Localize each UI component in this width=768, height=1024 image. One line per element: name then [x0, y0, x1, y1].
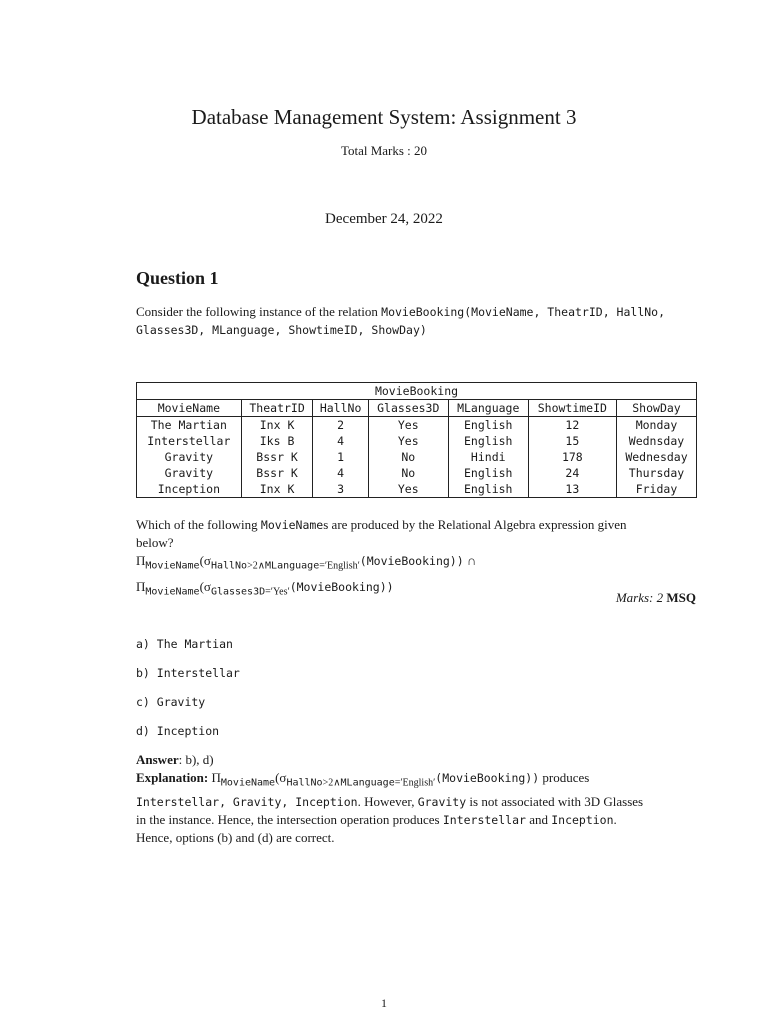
marks-label: Marks: — [615, 590, 654, 605]
sigma-symbol: σ — [203, 578, 211, 594]
table-cell: Gravity — [137, 465, 242, 481]
table-header-cell: HallNo — [313, 400, 368, 417]
option-a: a) The Martian — [136, 637, 233, 651]
condition-attr: HallNo — [286, 777, 323, 789]
condition-value: =′English′ — [394, 777, 436, 789]
total-marks: Total Marks : 20 — [340, 143, 428, 158]
table-cell: 4 — [313, 465, 368, 481]
table-row — [137, 449, 697, 465]
pi-symbol: Π — [136, 553, 146, 568]
table-cell: 4 — [313, 433, 368, 449]
table-cell: No — [368, 465, 448, 481]
table-cell: 15 — [528, 433, 616, 449]
paren: ( — [275, 770, 280, 785]
explanation-label: Explanation: — [136, 770, 209, 785]
explanation-text: . — [613, 811, 617, 827]
marks-info — [616, 590, 696, 606]
table-cell: Wednsday — [616, 433, 696, 449]
table-cell: Yes — [368, 433, 448, 449]
table-cell: Bssr K — [241, 465, 313, 481]
answer-value: : b), d) — [178, 752, 214, 767]
table-cell: No — [368, 449, 448, 465]
table-cell: English — [448, 481, 528, 498]
table-cell: Yes — [368, 481, 448, 498]
explanation-code: Interstellar — [442, 812, 526, 827]
table-cell: 12 — [528, 417, 616, 434]
relation-signature-cont: Glasses3D, MLanguage, ShowtimeID, ShowDay) — [136, 323, 427, 337]
condition-attr: HallNo — [210, 560, 248, 572]
condition-attr: MLanguage — [265, 560, 320, 572]
table-cell: The Martian — [137, 417, 242, 434]
document-title: Database Management System: Assignment 3 — [191, 105, 577, 129]
answer-label: Answer — [136, 752, 179, 767]
table-cell: 13 — [528, 481, 616, 498]
table-row — [137, 417, 697, 434]
explanation-code: Gravity — [417, 794, 467, 809]
sigma-symbol: σ — [203, 553, 211, 568]
table-cell: Iks B — [241, 433, 313, 449]
table-row — [137, 481, 697, 498]
table-cell: Monday — [616, 417, 696, 434]
table-cell: Wednesday — [616, 449, 696, 465]
option-b: b) Interstellar — [136, 666, 240, 680]
table-caption: MovieBooking — [137, 383, 697, 400]
intro-text: Consider the following instance of the relation — [136, 304, 378, 319]
relation-name: (MovieBooking)) — [289, 579, 394, 594]
prompt-text: Which of the following — [136, 517, 258, 532]
explanation-line-1 — [136, 769, 700, 793]
table-header-cell: MLanguage — [448, 400, 528, 417]
prompt-text-end: below? — [136, 535, 174, 550]
expression-line-1 — [136, 551, 476, 577]
prompt-code: MovieName — [260, 518, 324, 532]
table-header-cell: MovieName — [137, 400, 242, 417]
sigma-symbol: σ — [279, 770, 287, 785]
pi-symbol: Π — [136, 578, 146, 594]
table-cell: Yes — [368, 417, 448, 434]
table-cell: English — [448, 417, 528, 434]
table-cell: Interstellar — [137, 433, 242, 449]
page-number: 1 — [381, 996, 387, 1010]
table-cell: 24 — [528, 465, 616, 481]
relation-name: (MovieBooking)) — [359, 554, 464, 568]
explanation-text: . However, — [357, 793, 415, 809]
table-cell: Bssr K — [241, 449, 313, 465]
table-cell: Hindi — [448, 449, 528, 465]
marks-value: 2 — [656, 590, 664, 605]
explanation-line-2 — [136, 793, 700, 811]
option-d: d) Inception — [136, 724, 220, 738]
condition-op: >2∧ — [322, 777, 341, 789]
explanation-line-3 — [136, 811, 700, 829]
condition-op: >2∧ — [247, 560, 266, 572]
moviebooking-table — [136, 382, 697, 498]
projection-attr: MovieName — [145, 560, 200, 572]
table-cell: 2 — [313, 417, 368, 434]
table-cell: Inx K — [241, 417, 313, 434]
table-cell: English — [448, 465, 528, 481]
condition-value: =′English′ — [319, 560, 360, 572]
prompt-text-cont: s are produced by the Relational Algebra expression given — [323, 517, 627, 532]
condition-attr: MLanguage — [340, 777, 395, 789]
answer — [136, 752, 214, 768]
table-row — [137, 433, 697, 449]
table-cell: Gravity — [137, 449, 242, 465]
table-cell: Inx K — [241, 481, 313, 498]
projection-attr: MovieName — [220, 777, 276, 789]
paren: ( — [199, 578, 204, 594]
condition-attr: Glasses3D — [210, 586, 266, 598]
explanation-code: Interstellar, Gravity, Inception — [136, 794, 358, 809]
explanation-code: Inception — [551, 812, 614, 827]
explanation-text: and — [525, 811, 552, 827]
pi-symbol: Π — [211, 770, 221, 785]
table-cell: English — [448, 433, 528, 449]
explanation — [136, 769, 700, 847]
document-date: December 24, 2022 — [325, 211, 443, 227]
question-heading: Question 1 — [136, 268, 219, 288]
table-header-cell: Glasses3D — [368, 400, 448, 417]
intersect-symbol: ∩ — [466, 553, 477, 568]
table-cell: Friday — [616, 481, 696, 498]
table-cell: Inception — [137, 481, 242, 498]
projection-attr: MovieName — [145, 586, 200, 598]
relation-name: (MovieBooking)) — [435, 771, 540, 785]
relation-signature: MovieBooking(MovieName, TheatrID, HallNo, — [381, 305, 666, 319]
expression-line-2 — [136, 577, 476, 603]
question-prompt — [136, 516, 700, 552]
table-row — [137, 465, 697, 481]
table-cell: 3 — [313, 481, 368, 498]
question-intro — [136, 303, 700, 339]
table-header-cell: ShowDay — [616, 400, 696, 417]
table-header-cell: ShowtimeID — [528, 400, 616, 417]
question-type: MSQ — [666, 590, 696, 605]
condition-value: =′Yes′ — [265, 586, 290, 598]
table-cell: 178 — [528, 449, 616, 465]
explanation-text: is not associated with 3D Glasses — [466, 793, 644, 809]
table-header-cell: TheatrID — [241, 400, 313, 417]
paren: ( — [199, 553, 204, 568]
table-cell: Thursday — [616, 465, 696, 481]
explanation-text: produces — [539, 770, 590, 785]
option-c: c) Gravity — [136, 695, 206, 709]
table-cell: 1 — [313, 449, 368, 465]
relational-algebra-expression — [136, 551, 476, 602]
explanation-line-4: Hence, options (b) and (d) are correct. — [136, 829, 335, 845]
explanation-text: in the instance. Hence, the intersection operation produces — [136, 811, 440, 827]
